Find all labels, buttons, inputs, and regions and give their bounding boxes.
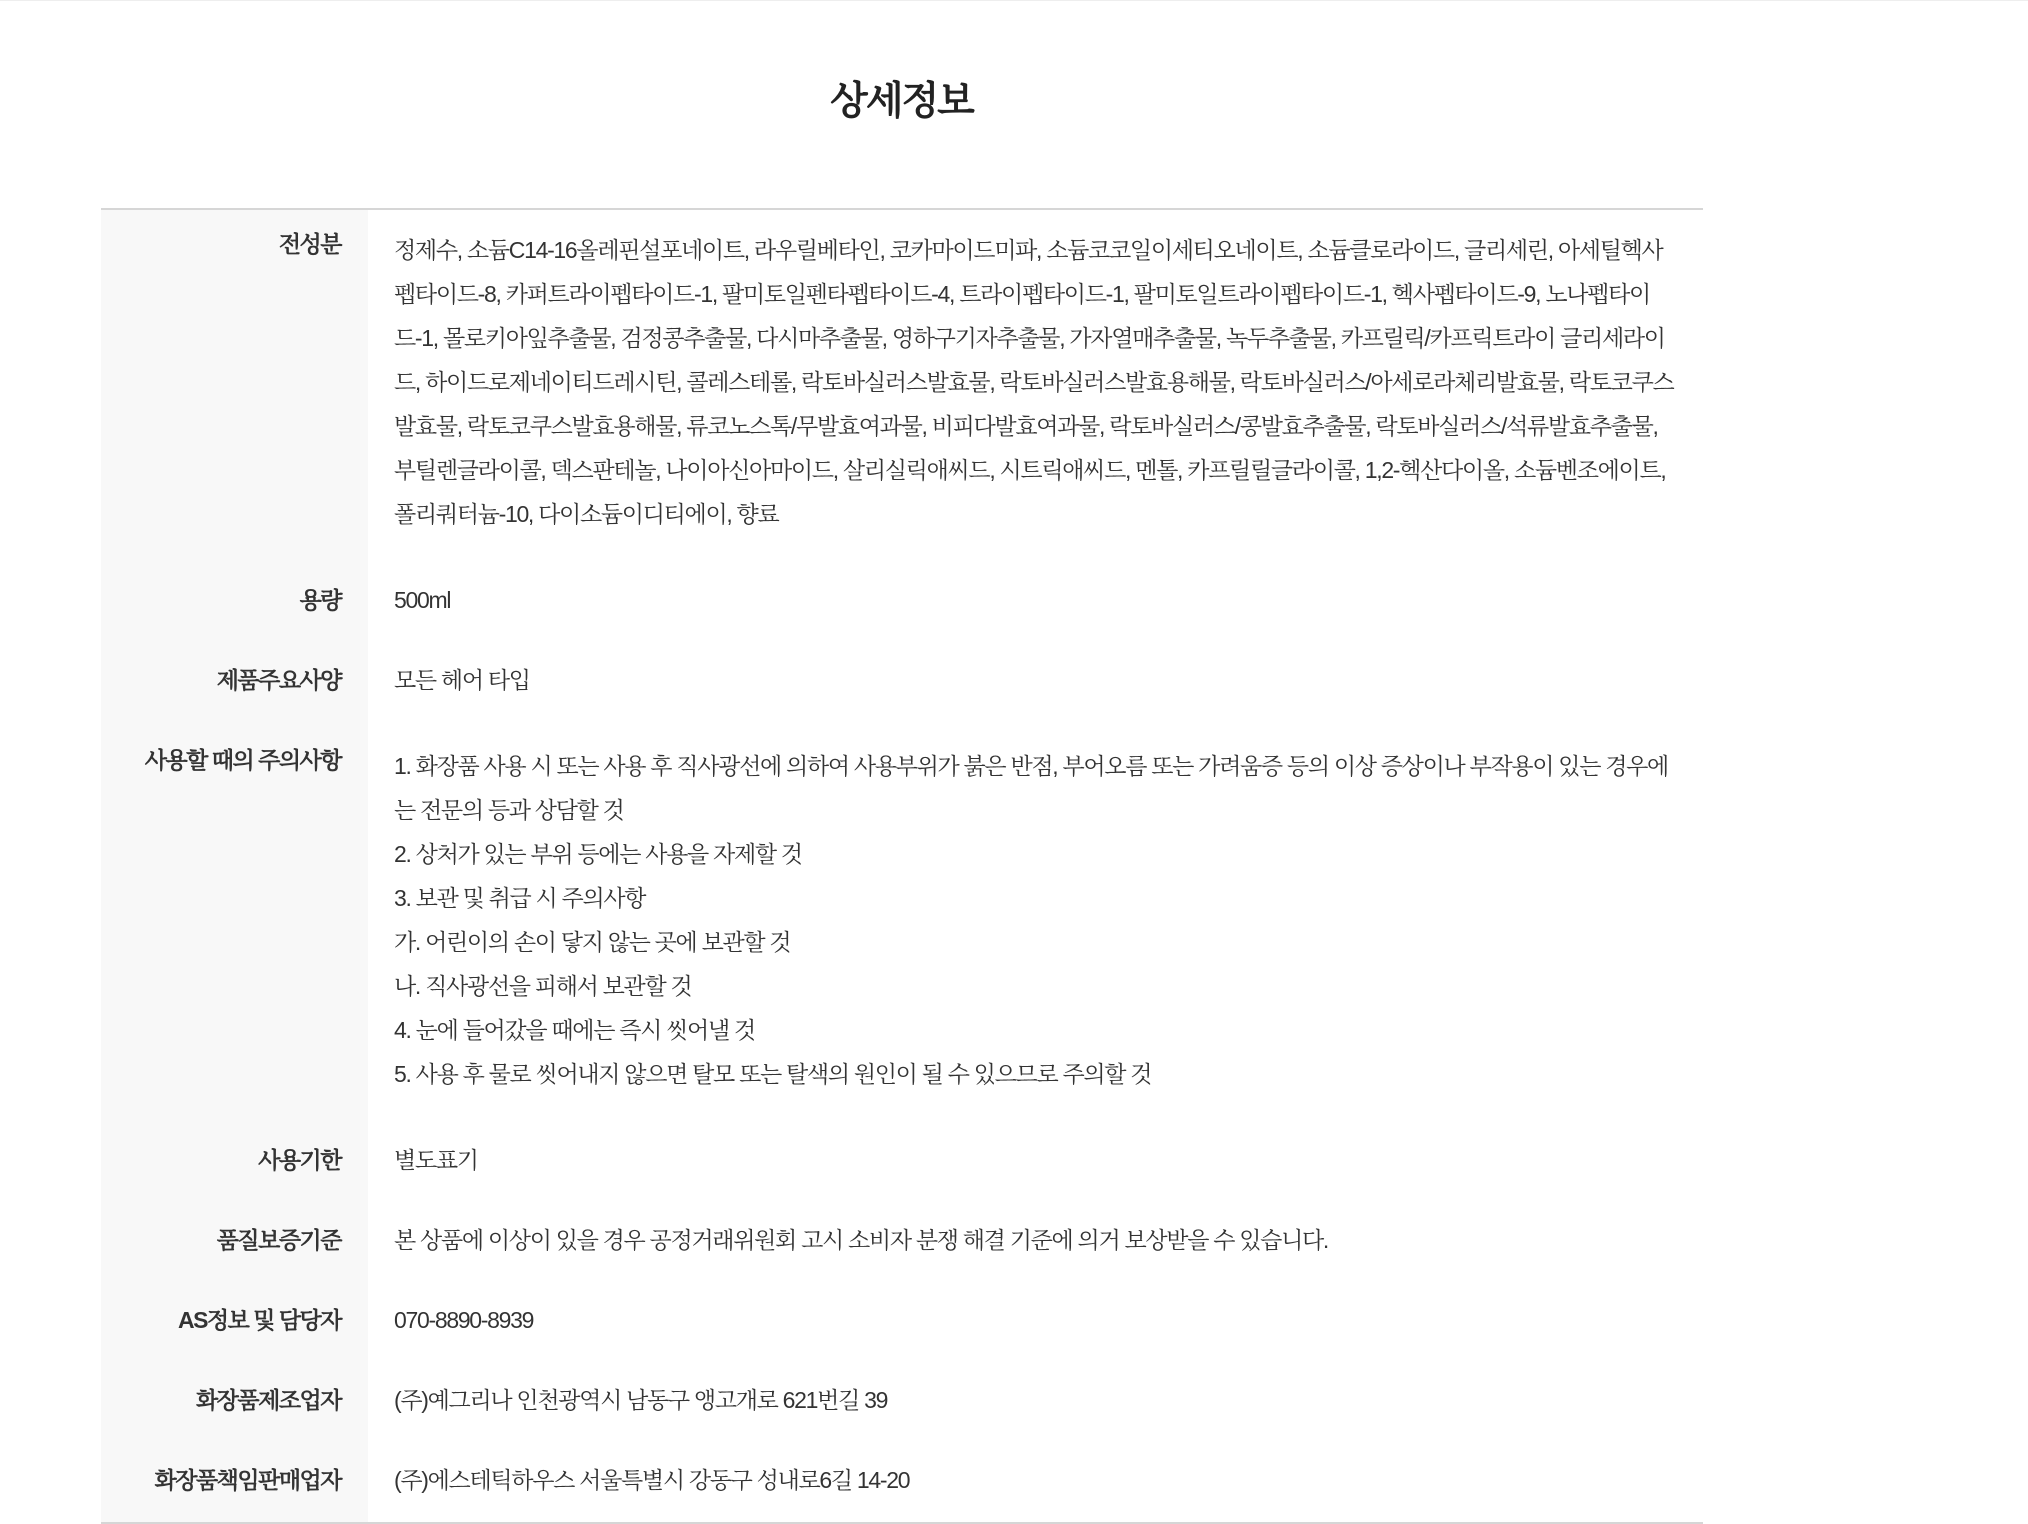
precaution-line: 1. 화장품 사용 시 또는 사용 후 직사광선에 의하여 사용부위가 붉은 반점, 부어오름 또는 가려움증 등의 이상 증상이나 부작용이 있는 경우에는 전문의 등과 상담할 것 (394, 753, 1668, 823)
row-label-seller: 화장품책임판매업자 (101, 1440, 368, 1523)
row-label-manufacturer: 화장품제조업자 (101, 1360, 368, 1440)
row-value-as-info: 070-8890-8939 (394, 1307, 534, 1333)
row-label-precautions: 사용할 때의 주의사항 (101, 720, 368, 1120)
table-row-seller (101, 1440, 1703, 1523)
precaution-line: 4. 눈에 들어갔을 때에는 즉시 씻어낼 것 (394, 1017, 755, 1043)
row-value-main-spec: 모든 헤어 타입 (394, 667, 530, 693)
table-row-manufacturer (101, 1360, 1703, 1440)
product-detail-table (101, 208, 1703, 1524)
row-label-volume: 용량 (101, 560, 368, 640)
row-value-volume: 500ml (394, 587, 451, 613)
row-value-manufacturer: (주)예그리나 인천광역시 남동구 앵고개로 621번길 39 (394, 1387, 888, 1413)
row-label-main-spec: 제품주요사양 (101, 640, 368, 720)
precaution-line: 3. 보관 및 취급 시 주의사항 (394, 885, 646, 911)
row-value-quality: 본 상품에 이상이 있을 경우 공정거래위원회 고시 소비자 분쟁 해결 기준에 의거 보상받을 수 있습니다. (394, 1227, 1328, 1253)
table-row-main-spec (101, 640, 1703, 720)
top-divider (0, 0, 2028, 1)
table-row-expiry (101, 1120, 1703, 1200)
precaution-line: 5. 사용 후 물로 씻어내지 않으면 탈모 또는 탈색의 원인이 될 수 있으므로 주의할 것 (394, 1061, 1152, 1087)
row-label-ingredients: 전성분 (101, 209, 368, 560)
row-value-expiry: 별도표기 (394, 1147, 478, 1173)
table-row-as-info (101, 1280, 1703, 1360)
row-label-expiry: 사용기한 (101, 1120, 368, 1200)
page-title: 상세정보 (830, 80, 973, 123)
row-label-as-info: AS정보 및 담당자 (101, 1280, 368, 1360)
row-value-precautions (368, 720, 1703, 1120)
precaution-line: 나. 직사광선을 피해서 보관할 것 (394, 973, 692, 999)
table-row-ingredients (101, 209, 1703, 560)
table-row-quality (101, 1200, 1703, 1280)
table-row-precautions (101, 720, 1703, 1120)
row-value-seller: (주)에스테틱하우스 서울특별시 강동구 성내로6길 14-20 (394, 1467, 910, 1493)
precaution-line: 가. 어린이의 손이 닿지 않는 곳에 보관할 것 (394, 929, 791, 955)
table-row-volume (101, 560, 1703, 640)
precaution-line: 2. 상처가 있는 부위 등에는 사용을 자제할 것 (394, 841, 802, 867)
row-value-ingredients: 정제수, 소듐C14-16올레핀설포네이트, 라우릴베타인, 코카마이드미파, 소듐코코일이세티오네이트, 소듐클로라이드, 글리세린, 아세틸헥사펩타이드-8, 카퍼트라이펩타이드-1, 팔미토일펜타펩타이드-4, 트라이펩타이드-1, 팔미토일트라이펩타이드-1, 헥사펩타이드-9, 노나펩타이드-1, 몰로키아잎추출물, 검정콩추출물, 다시마추출물, 영하구기자추출물, 가자열매추출물, 녹두추출물, 카프릴릭/카프릭트라이 글리세라이드, 하이드로제네이티드레시틴, 콜레스테롤, 락토바실러스발효물, 락토바실러스발효용해물, 락토바실러스/아세로라체리발효물, 락토코쿠스발효물, 락토코쿠스발효용해물, 류코노스톡/무발효여과물, 비피다발효여과물, 락토바실러스/콩발효추출물, 락토바실러스/석류발효추출물, 부틸렌글라이콜, 덱스판테놀, 나이아신아마이드, 살리실릭애씨드, 시트릭애씨드, 멘톨, 카프릴릴글라이콜, 1,2-헥산다이올, 소듐벤조에이트, 폴리쿼터늄-10, 다이소듐이디티에이, 향료 (394, 237, 1674, 527)
row-label-quality: 품질보증기준 (101, 1200, 368, 1280)
